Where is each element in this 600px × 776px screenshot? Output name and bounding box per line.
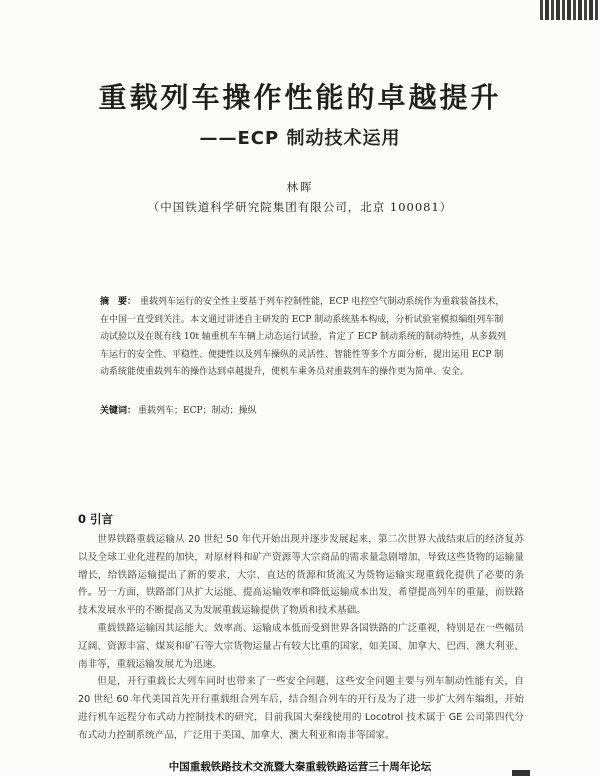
section-heading-introduction: 0 引言 — [78, 512, 114, 526]
author-name: 林晖 — [286, 180, 314, 194]
keywords-label: 关键词： — [100, 406, 137, 416]
author-affiliation: （中国铁道科学研究院集团有限公司，北京 100081） — [147, 200, 453, 214]
abstract-label: 摘 要： — [100, 297, 137, 307]
body-paragraph: 重载铁路运输因其运能大、效率高、运输成本低而受到世界各国铁路的广泛重视，特别是在一些幅员辽阔、资源丰富、煤炭和矿石等大宗货物运量占有较大比重的国家，如美国、加拿大、巴西、澳大利亚、南非等，重载运输发展尤为迅速。 — [78, 622, 524, 670]
abstract-text: 重载列车运行的安全性主要基于列车控制性能，ECP 电控空气制动系统作为重载装备技术，在中国一直受到关注。本文通过讲述自主研发的 ECP 制动系统基本构成，分析试验室模拟编组列车制动试验以及在既有线 10t 轴重机车车辆上动态运行试验，肯定了 ECP 制动系统的制动特性，从多载列车运行的安全性、平稳性、便捷性以及列车操纵的灵活性、智能性等多个方面分析，提出运用 ECP 制动系统能使重载列车的操作达到卓越提升，使机车乘务员对重载列车的操作更为简单、安全。 — [100, 297, 507, 377]
paper-title: 重载列车操作性能的卓越提升 — [98, 81, 502, 114]
paper-subtitle: ——ECP 制动技术运用 — [199, 128, 401, 149]
body-paragraph: 但是，开行重载长大列车同时也带来了一些安全问题，这些安全问题主要与列车制动性能有关，自 20 世纪 60 年代美国首先开行重载组合列车后，结合组合列车的开行及为了进一步扩大列车编组，开始进行机车远程分布式动力控制技术的研究，目前我国大秦线使用的 Locotrol 技术属于 GE 公司第四代分布式动力控制系统产品，广泛用于美国、加拿大、澳大利亚和南非等国家。 — [78, 676, 524, 741]
keywords — [100, 403, 510, 416]
body-paragraph: 世界铁路重载运输从 20 世纪 50 年代开始出现并逐步发展起来，第二次世界大战结束后的经济复苏以及全球工业化进程的加快，对原材料和矿产资源等大宗商品的需求量急剧增加，导致这些货物的运输量增长，给铁路运输提出了新的要求，大宗、直达的货源和货流又为货物运输实现重载化提供了必要的条件。另一方面，铁路部门从扩大运能、提高运输效率和降低运输成本出发，希望提高列车的重量，而铁路技术发展水平的不断提高又为发展重载运输提供了物质和技术基础。 — [78, 534, 524, 617]
introduction-body — [78, 531, 524, 745]
page-corner-mark — [512, 770, 530, 776]
keywords-text: 重载列车；ECP；制动；操纵 — [138, 406, 257, 416]
conference-footer: 中国重载铁路技术交流暨大秦重载铁路运营三十周年论坛 — [168, 761, 432, 773]
scan-edge-artifact — [540, 0, 600, 20]
abstract — [100, 294, 510, 382]
